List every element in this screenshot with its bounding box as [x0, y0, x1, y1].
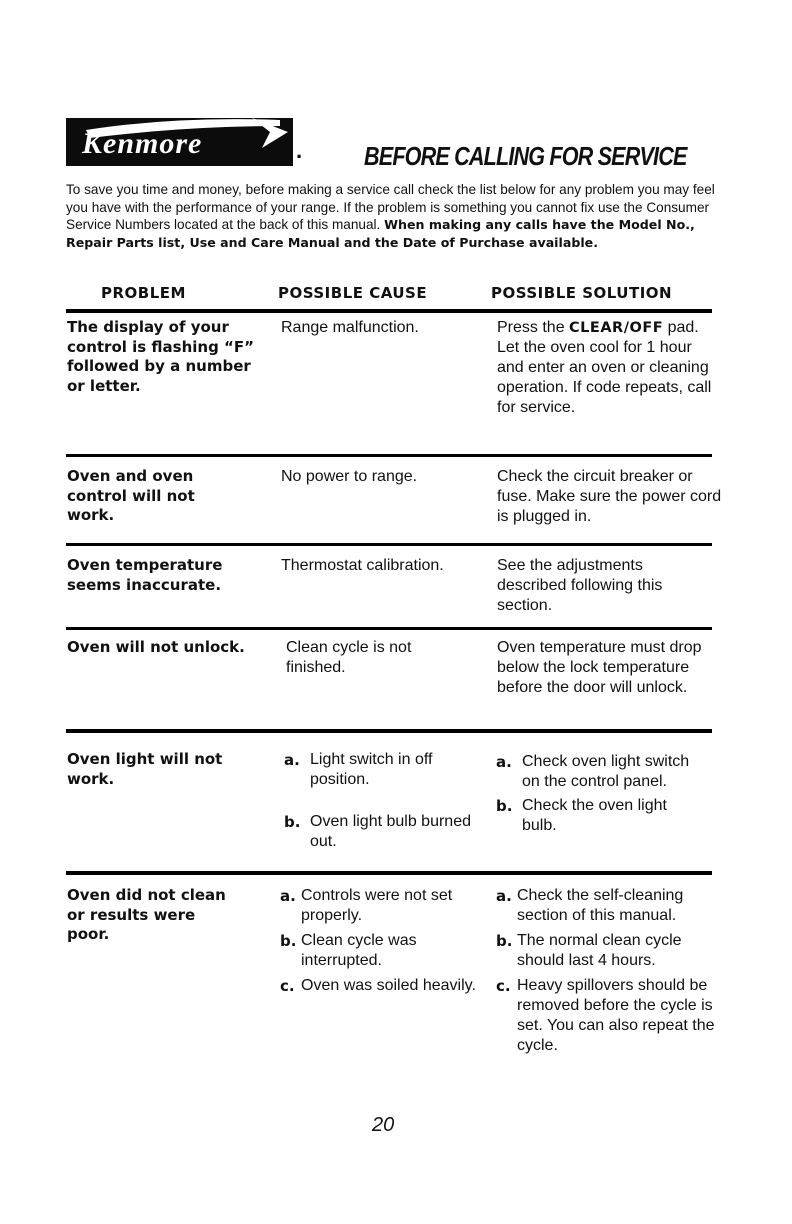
cause-cell [280, 886, 480, 996]
solution-cell: Check the circuit breaker or fuse. Make sure the power cord is plugged in. [497, 468, 722, 525]
cause-cell: Range malfunction. [281, 319, 419, 336]
solution-item [496, 976, 718, 1056]
item-label: a. [284, 751, 300, 769]
solution-text: Press the [497, 319, 570, 336]
row-divider [66, 729, 712, 733]
row-divider [66, 627, 712, 630]
item-label: a. [496, 887, 512, 905]
column-header-problem: PROBLEM [101, 284, 186, 302]
problem-cell: Oven light will not work. [67, 750, 223, 788]
item-label: c. [280, 977, 295, 995]
problem-cell: Oven and oven control will not work. [67, 467, 195, 524]
solution-item [496, 796, 706, 836]
logo-dot: . [296, 138, 303, 163]
column-header-cause: POSSIBLE CAUSE [278, 284, 428, 302]
problem-cell: Oven will not unlock. [67, 638, 245, 656]
item-label: b. [280, 932, 297, 950]
item-text: Heavy spillovers should be removed before the cycle is set. You can also repeat the cycle. [517, 977, 715, 1054]
cause-cell: Thermostat calibration. [281, 557, 444, 574]
item-text: Check the self-cleaning section of this manual. [517, 887, 684, 924]
item-text: Oven was soiled heavily. [301, 977, 476, 994]
item-label: b. [496, 932, 513, 950]
intro-paragraph [66, 181, 716, 251]
item-text: Check oven light switch on the control panel. [522, 753, 690, 790]
cause-cell: No power to range. [281, 468, 418, 485]
item-label: b. [496, 797, 513, 815]
intro-text: To save you time and money, before making a service call check the list below for any problem you may feel you have with the performance of your range. If the problem is something you cannot fix use the Consumer Service Numbers located at the back of this manual. [66, 182, 715, 232]
problem-cell: Oven temperature seems inaccurate. [67, 556, 223, 594]
solution-cell: See the adjustments described following this section. [497, 557, 663, 614]
row-divider [66, 543, 712, 546]
cause-cell: Clean cycle is not finished. [286, 639, 412, 676]
page-number: 20 [372, 1114, 395, 1136]
clear-off-pad-label: CLEAR/OFF [569, 320, 664, 336]
item-text: Light switch in off position. [310, 751, 433, 788]
solution-item [496, 752, 706, 792]
problem-cell: Oven did not clean or results were poor. [67, 886, 226, 943]
item-text: The normal clean cycle should last 4 hours. [517, 932, 682, 969]
header-divider [66, 309, 712, 313]
intro-bold-text: When making any calls have the Model No., Repair Parts list, Use and Care Manual and the Date of Purchase available. [66, 217, 695, 250]
solution-item [496, 886, 718, 926]
item-label: b. [284, 813, 301, 831]
solution-cell [496, 752, 706, 836]
problem-cell: The display of your control is flashing “F” followed by a number or letter. [67, 318, 254, 395]
solution-cell [496, 886, 718, 1056]
solution-text: pad. Let the oven cool for 1 hour and enter an oven or cleaning operation. If code repeats, call for service. [497, 319, 712, 416]
cause-item [284, 812, 479, 852]
page-title: BEFORE CALLING FOR SERVICE [364, 141, 687, 171]
cause-item [284, 750, 479, 790]
logo-text: Kenmore [82, 127, 203, 160]
row-divider [66, 871, 712, 875]
item-label: c. [496, 977, 511, 995]
item-label: a. [280, 887, 296, 905]
solution-item [496, 931, 718, 971]
cause-cell [284, 750, 479, 852]
cause-item [280, 976, 480, 996]
item-text: Controls were not set properly. [301, 887, 453, 924]
item-label: a. [496, 753, 512, 771]
item-text: Clean cycle was interrupted. [301, 932, 417, 969]
kenmore-logo [66, 118, 293, 166]
row-divider [66, 454, 712, 457]
cause-item [280, 886, 480, 926]
item-text: Oven light bulb burned out. [310, 813, 471, 850]
column-header-solution: POSSIBLE SOLUTION [491, 284, 673, 302]
solution-cell: Oven temperature must drop below the lock temperature before the door will unlock. [497, 639, 702, 696]
cause-item [280, 931, 480, 971]
solution-cell [497, 318, 722, 418]
item-text: Check the oven light bulb. [522, 797, 667, 834]
